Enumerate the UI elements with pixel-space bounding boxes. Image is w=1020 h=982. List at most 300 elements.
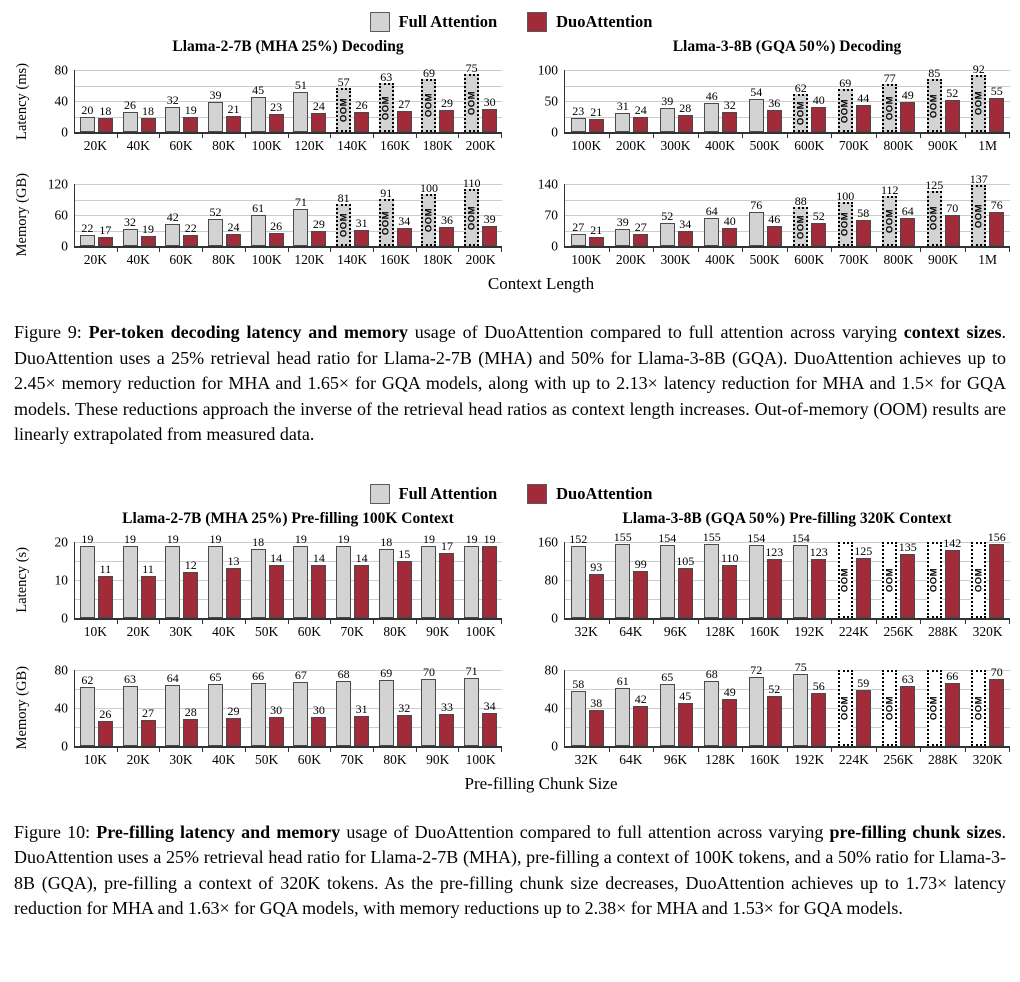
x-tick: 320K xyxy=(972,623,1003,639)
plot-area xyxy=(564,172,1010,248)
bar-full-attention xyxy=(615,98,630,132)
legend-label-full: Full Attention xyxy=(398,483,498,503)
bar-duoattention xyxy=(678,216,693,246)
oom-label: OOM xyxy=(380,210,392,235)
x-tick: 32K xyxy=(574,751,598,767)
bar-group xyxy=(699,70,744,132)
bar-value-label: 23 xyxy=(572,103,585,118)
chart-fig9-latency-gqa xyxy=(520,38,1010,154)
bar-value-label: 14 xyxy=(270,550,283,565)
bar-full-attention xyxy=(793,80,808,132)
bar-value-label: 154 xyxy=(747,530,766,545)
bar-value-label: 58 xyxy=(857,206,870,221)
x-tick: 60K xyxy=(169,252,193,267)
bar-value-label: 77 xyxy=(883,71,896,86)
y-tick: 60 xyxy=(54,207,68,223)
oom-label: OOM xyxy=(884,695,896,720)
bar-value-label: 125 xyxy=(925,177,944,192)
bar-duoattention xyxy=(354,550,369,618)
bar-value-label: 34 xyxy=(483,699,496,714)
x-tick: 100K xyxy=(251,138,282,153)
bar-value-label: 30 xyxy=(312,703,325,718)
bar-full-attention xyxy=(882,670,897,746)
bar-group xyxy=(654,670,699,746)
bar-full-attention xyxy=(419,181,438,246)
bar-full-attention xyxy=(123,97,138,132)
plot-area xyxy=(74,531,502,620)
bar-duoattention xyxy=(633,556,648,618)
legend-item-duoattention xyxy=(527,484,652,504)
bar-full-attention xyxy=(336,191,351,246)
bar-full-attention xyxy=(293,78,308,132)
bar-value-label: 40 xyxy=(723,214,736,229)
bar-value-label: 34 xyxy=(398,214,411,229)
bar-value-label: 19 xyxy=(465,531,478,546)
bar-value-label: 49 xyxy=(723,685,736,700)
bar-duoattention xyxy=(397,214,412,246)
y-tick: 0 xyxy=(61,609,68,625)
bar-value-label: 70 xyxy=(946,201,959,215)
bar-full-attention xyxy=(165,670,180,746)
bar-duoattention xyxy=(589,104,604,132)
legend xyxy=(12,484,1010,504)
y-tick: 0 xyxy=(61,238,68,254)
bar-value-label: 66 xyxy=(252,669,265,684)
x-tick: 200K xyxy=(615,252,646,267)
bar-value-label: 26 xyxy=(124,97,137,112)
y-tick: 0 xyxy=(551,609,558,625)
x-tick: 96K xyxy=(663,623,688,639)
oom-label: OOM xyxy=(928,567,940,592)
y-axis-label: Latency (ms) xyxy=(13,62,30,140)
bar-value-label: 52 xyxy=(812,208,825,223)
bar-value-label: 31 xyxy=(355,216,368,230)
x-tick: 1M xyxy=(978,138,998,153)
bar-value-label: 39 xyxy=(483,211,496,226)
bar-value-label: 39 xyxy=(209,87,222,102)
bar-value-label: 15 xyxy=(398,546,411,561)
legend-item-full-attention xyxy=(370,12,498,32)
bar-group xyxy=(160,70,203,132)
bar-full-attention xyxy=(208,87,223,132)
chart-fig10-memory-mha xyxy=(12,652,502,768)
bar-full-attention xyxy=(464,664,479,745)
bar-duoattention xyxy=(98,104,113,132)
bar-duoattention xyxy=(98,707,113,746)
bar-full-attention xyxy=(660,669,675,746)
bar-value-label: 64 xyxy=(901,203,914,218)
bar-duoattention xyxy=(720,551,739,617)
bar-value-label: 13 xyxy=(227,554,240,569)
x-tick: 120K xyxy=(294,252,325,267)
bar-full-attention xyxy=(165,531,180,618)
bar-value-label: 72 xyxy=(750,663,763,678)
bar-value-label: 18 xyxy=(99,104,112,119)
y-axis-ticks xyxy=(520,176,564,254)
oom-label: OOM xyxy=(884,567,896,592)
x-tick: 256K xyxy=(883,751,914,767)
bar-value-label: 26 xyxy=(99,707,112,722)
bar-duoattention xyxy=(269,703,284,746)
bar-full-attention xyxy=(615,673,630,746)
bar-group xyxy=(417,665,460,746)
oom-label: OOM xyxy=(423,208,435,233)
x-tick: 80K xyxy=(383,623,407,639)
bar-group xyxy=(788,70,833,132)
x-tick: 300K xyxy=(660,138,691,153)
x-tick: 64K xyxy=(619,751,643,767)
x-tick: 180K xyxy=(422,252,453,267)
bar-duoattention xyxy=(809,545,828,617)
bar-duoattention xyxy=(183,220,198,246)
bar-group xyxy=(832,542,877,618)
x-tick: 300K xyxy=(660,252,691,267)
bar-group xyxy=(921,177,966,246)
oom-label: OOM xyxy=(839,98,851,123)
chart-fig10-latency-gqa xyxy=(520,510,1010,640)
oom-label: OOM xyxy=(338,212,350,238)
oom-label: OOM xyxy=(839,211,851,236)
legend-item-duoattention xyxy=(527,12,652,32)
x-tick: 224K xyxy=(838,623,869,639)
oom-label: OOM xyxy=(466,205,478,230)
x-tick: 160K xyxy=(749,623,780,639)
oom-label: OOM xyxy=(928,695,940,720)
y-tick: 80 xyxy=(54,62,68,78)
bar-full-attention xyxy=(421,665,436,746)
bar-group xyxy=(788,184,833,246)
bar-full-attention xyxy=(165,93,180,132)
bar-duoattention xyxy=(856,675,871,746)
bar-value-label: 19 xyxy=(337,531,350,546)
bar-value-label: 67 xyxy=(294,668,307,683)
figure9-x-axis-label: Context Length xyxy=(487,274,595,293)
bar-duoattention xyxy=(269,218,284,246)
bar-value-label: 32 xyxy=(723,98,736,113)
x-tick: 160K xyxy=(379,138,410,153)
x-tick: 100K xyxy=(571,252,602,267)
x-tick: 500K xyxy=(749,252,780,267)
bar-duoattention xyxy=(811,208,826,246)
bar-duoattention xyxy=(482,699,497,745)
bar-value-label: 100 xyxy=(836,188,855,203)
bar-value-label: 24 xyxy=(227,219,240,234)
x-tick: 160K xyxy=(749,751,780,767)
bar-full-attention xyxy=(660,208,675,246)
bar-value-label: 70 xyxy=(422,665,435,680)
bar-full-attention xyxy=(927,66,942,132)
plot-area xyxy=(564,660,1010,748)
bar-value-label: 68 xyxy=(337,667,350,682)
x-tick: 100K xyxy=(465,623,496,639)
bar-full-attention xyxy=(704,667,719,746)
bar-group xyxy=(877,670,922,746)
caption-bold-text: pre-filling chunk sizes xyxy=(829,821,1002,842)
bar-value-label: 45 xyxy=(252,83,265,98)
bar-value-label: 17 xyxy=(99,223,112,238)
bar-duoattention xyxy=(589,222,604,246)
x-tick: 40K xyxy=(126,252,150,267)
chart-title: Llama-3-8B (GQA 50%) Decoding xyxy=(672,38,902,55)
bar-group xyxy=(459,176,502,246)
full-attention-swatch-icon xyxy=(370,484,390,504)
bar-full-attention xyxy=(838,542,853,618)
x-tick: 288K xyxy=(928,623,959,639)
x-tick: 128K xyxy=(705,751,736,767)
bar-group xyxy=(203,670,246,746)
y-tick: 50 xyxy=(544,93,558,109)
bar-value-label: 32 xyxy=(124,215,137,230)
bar-duoattention xyxy=(722,214,737,246)
bar-full-attention xyxy=(251,200,266,247)
bar-group xyxy=(788,530,833,618)
x-tick: 70K xyxy=(340,623,364,639)
x-tick: 10K xyxy=(83,751,108,767)
bar-full-attention xyxy=(971,61,986,132)
y-axis-ticks xyxy=(520,533,564,625)
bar-value-label: 61 xyxy=(616,673,629,688)
plot-area xyxy=(74,60,502,134)
bar-group xyxy=(654,184,699,246)
x-tick: 90K xyxy=(426,623,450,639)
bar-full-attention xyxy=(80,220,95,246)
x-tick: 600K xyxy=(794,252,825,267)
bar-group xyxy=(118,531,161,618)
y-axis-label: Latency (s) xyxy=(13,546,30,613)
y-tick: 0 xyxy=(551,238,558,254)
bar-full-attention xyxy=(838,76,853,132)
bar-value-label: 152 xyxy=(569,531,588,546)
bar-full-attention xyxy=(749,84,764,132)
bar-group xyxy=(246,535,289,618)
bar-group xyxy=(654,70,699,132)
bar-group xyxy=(289,670,332,746)
bar-duoattention xyxy=(589,559,604,618)
bar-full-attention xyxy=(379,535,394,617)
bar-value-label: 62 xyxy=(81,672,94,687)
figure9-charts-grid xyxy=(12,38,1010,268)
bar-value-label: 14 xyxy=(355,550,368,565)
bar-full-attention xyxy=(251,669,266,746)
bar-groups xyxy=(75,60,502,132)
bar-value-label: 63 xyxy=(380,70,393,85)
plot-area xyxy=(74,664,502,748)
x-tick: 40K xyxy=(212,751,236,767)
oom-label: OOM xyxy=(466,90,478,116)
bar-value-label: 99 xyxy=(634,556,647,571)
bar-value-label: 18 xyxy=(380,535,393,550)
bar-duoattention xyxy=(943,536,962,617)
figure9-caption xyxy=(14,320,1006,448)
bar-full-attention xyxy=(791,530,810,618)
x-tick: 140K xyxy=(337,138,368,153)
x-axis-ticks xyxy=(564,252,1010,268)
bar-value-label: 27 xyxy=(572,220,585,235)
y-tick: 80 xyxy=(544,571,558,587)
oom-label: OOM xyxy=(973,567,985,592)
bar-groups xyxy=(565,660,1010,746)
y-axis-label: Memory (GB) xyxy=(13,173,30,257)
bar-value-label: 27 xyxy=(634,220,647,235)
bar-group xyxy=(877,70,922,132)
x-tick: 200K xyxy=(465,252,496,267)
bar-value-label: 22 xyxy=(184,220,197,235)
bar-group xyxy=(203,184,246,246)
x-tick: 200K xyxy=(465,138,496,153)
bar-value-label: 69 xyxy=(839,76,852,91)
x-tick: 320K xyxy=(972,751,1003,767)
bar-duoattention xyxy=(989,198,1004,246)
bar-group xyxy=(203,70,246,132)
y-axis-ticks xyxy=(520,661,564,753)
bar-group xyxy=(610,184,655,246)
x-tick: 30K xyxy=(169,751,193,767)
bar-duoattention xyxy=(141,706,156,746)
bar-value-label: 31 xyxy=(616,98,629,113)
bar-full-attention xyxy=(660,93,675,132)
bar-value-label: 81 xyxy=(337,191,350,206)
bar-value-label: 93 xyxy=(590,559,603,574)
bar-value-label: 91 xyxy=(380,186,393,200)
bar-group xyxy=(75,184,118,246)
caption-text: usage of DuoAttention compared to full attention across varying xyxy=(340,821,830,842)
legend-label-duo: DuoAttention xyxy=(556,12,653,31)
bar-full-attention xyxy=(208,669,223,746)
bar-duoattention xyxy=(269,100,284,132)
bar-value-label: 27 xyxy=(398,97,411,112)
y-tick: 140 xyxy=(537,176,558,192)
bar-value-label: 34 xyxy=(679,216,692,231)
chart-body xyxy=(12,173,502,257)
bar-value-label: 45 xyxy=(679,688,692,703)
bar-group xyxy=(565,184,610,246)
x-tick: 100K xyxy=(465,751,496,767)
bar-full-attention xyxy=(613,530,632,618)
x-tick: 20K xyxy=(126,751,150,767)
bar-group xyxy=(610,70,655,132)
x-tick: 128K xyxy=(705,623,736,639)
bar-group xyxy=(788,660,833,746)
x-tick: 600K xyxy=(794,138,825,153)
bar-duoattention xyxy=(989,665,1004,746)
y-tick: 100 xyxy=(537,62,558,78)
bar-group xyxy=(565,531,610,618)
figure10-x-axis-label: Pre-filling Chunk Size xyxy=(464,773,618,793)
bar-duoattention xyxy=(898,539,917,618)
bar-value-label: 156 xyxy=(987,529,1006,544)
x-tick: 20K xyxy=(83,252,108,267)
bar-value-label: 55 xyxy=(990,83,1003,98)
bar-duoattention xyxy=(354,216,369,246)
bar-group xyxy=(75,531,118,618)
bar-full-attention xyxy=(208,531,223,618)
bar-value-label: 23 xyxy=(270,100,283,115)
y-tick: 160 xyxy=(537,533,558,549)
bar-value-label: 58 xyxy=(572,676,585,691)
x-tick: 32K xyxy=(574,623,598,639)
bar-value-label: 17 xyxy=(440,539,453,554)
bar-value-label: 19 xyxy=(209,531,222,546)
bar-full-attention xyxy=(379,70,394,132)
bar-value-label: 54 xyxy=(750,84,763,99)
bar-group xyxy=(743,530,788,618)
bar-group xyxy=(246,670,289,746)
bar-duoattention xyxy=(311,550,326,618)
bar-duoattention xyxy=(439,700,454,745)
bar-full-attention xyxy=(702,530,721,618)
bar-group xyxy=(921,670,966,746)
bar-group xyxy=(118,670,161,746)
bar-group xyxy=(966,665,1011,746)
bar-duoattention xyxy=(722,98,737,132)
x-tick: 30K xyxy=(169,623,193,639)
bar-value-label: 154 xyxy=(791,530,810,545)
bar-full-attention xyxy=(882,542,897,618)
bar-value-label: 39 xyxy=(661,93,674,108)
bar-value-label: 19 xyxy=(81,531,94,546)
bar-group xyxy=(654,530,699,618)
bar-value-label: 137 xyxy=(969,172,988,187)
bar-value-label: 21 xyxy=(590,104,603,119)
bar-groups xyxy=(565,172,1010,246)
bar-group xyxy=(75,670,118,746)
x-tick: 50K xyxy=(254,623,279,639)
bar-value-label: 75 xyxy=(465,60,478,75)
bar-value-label: 26 xyxy=(270,218,283,233)
x-tick: 70K xyxy=(340,751,364,767)
bar-value-label: 33 xyxy=(440,700,453,715)
bar-value-label: 51 xyxy=(294,78,307,93)
bar-full-attention xyxy=(971,542,986,618)
bar-group xyxy=(699,530,744,618)
bar-value-label: 42 xyxy=(166,210,179,225)
bar-value-label: 63 xyxy=(124,671,137,686)
bar-full-attention xyxy=(80,531,95,618)
bar-duoattention xyxy=(98,223,113,246)
bar-full-attention xyxy=(336,74,351,132)
bar-value-label: 88 xyxy=(794,194,807,209)
bar-group xyxy=(374,70,417,132)
bar-group xyxy=(160,531,203,618)
y-tick: 0 xyxy=(551,124,558,140)
bar-value-label: 36 xyxy=(440,213,453,228)
bar-value-label: 92 xyxy=(972,61,985,76)
bar-duoattention xyxy=(311,703,326,746)
bar-group xyxy=(331,184,374,246)
bar-duoattention xyxy=(767,682,782,745)
x-tick: 700K xyxy=(838,138,869,153)
caption-text: . DuoAttention uses a 25% retrieval head ratio for Llama-2-7B (MHA) and 50% for Llama-3-8B (GQA). DuoAttention achieves up to 2.45× memory reduction for MHA and 1.65× for GQA models, along with up to 2.13× latency reduction for MHA and 1.5× for GQA models. These reductions approach the inverse of the retrieval head ratios as context length increases. Out-of-memory (OOM) results are linearly extrapolated from measured data. xyxy=(14,322,1007,445)
duoattention-swatch-icon xyxy=(527,12,547,32)
plot-area xyxy=(564,529,1010,620)
bar-value-label: 57 xyxy=(337,74,350,89)
bar-duoattention xyxy=(987,529,1006,618)
bar-full-attention xyxy=(615,214,630,246)
chart-fig10-latency-mha xyxy=(12,510,502,640)
x-tick: 60K xyxy=(297,623,321,639)
bar-full-attention xyxy=(658,530,677,618)
oom-label: OOM xyxy=(795,214,807,239)
bar-duoattention xyxy=(482,94,497,132)
oom-label: OOM xyxy=(884,96,896,121)
bar-group xyxy=(832,70,877,132)
bar-full-attention xyxy=(571,220,586,246)
chart-body xyxy=(12,60,502,140)
x-tick: 20K xyxy=(126,623,150,639)
bar-value-label: 30 xyxy=(483,94,496,109)
bar-duoattention xyxy=(989,83,1004,132)
bar-value-label: 52 xyxy=(209,205,222,220)
